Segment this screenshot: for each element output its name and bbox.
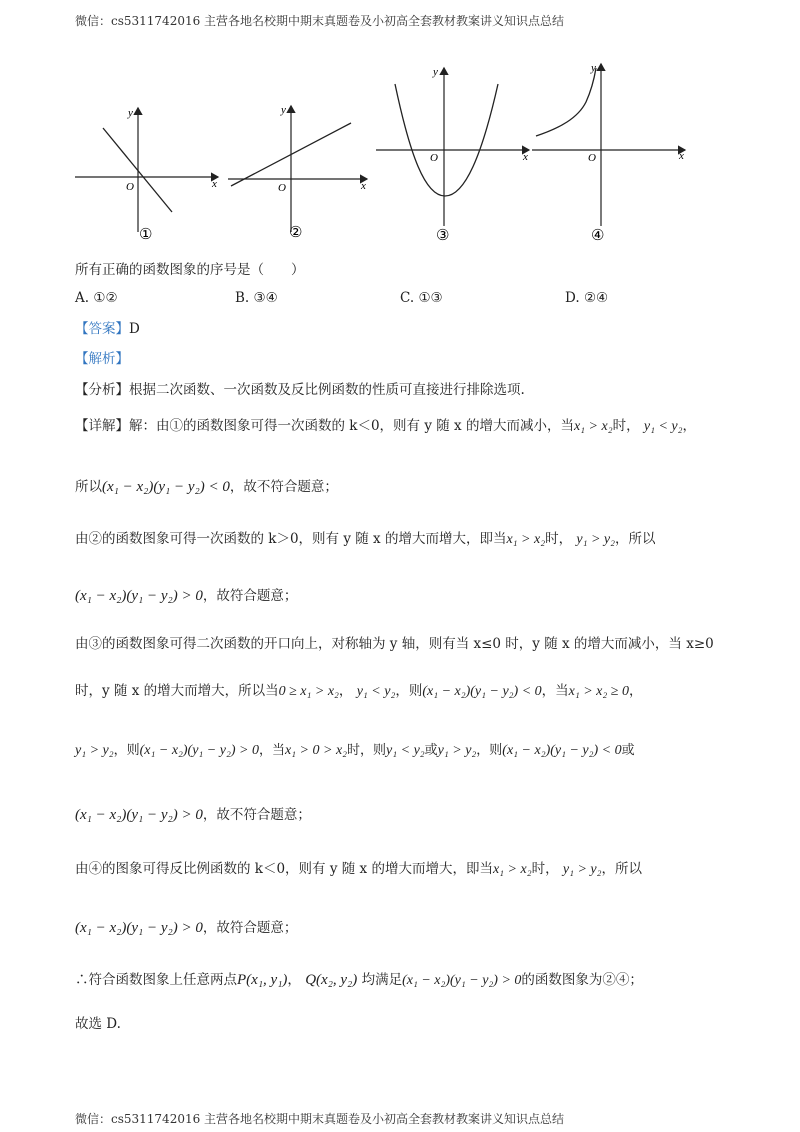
fenxi-line: 【分析】根据二次函数、一次函数及反比例函数的性质可直接进行排除选项. — [75, 382, 525, 398]
detail-line-4: (x₁ − x₂)(y₁ − y₂) > 0，故符合题意； — [75, 588, 298, 604]
graph-4-y-label: y — [591, 62, 596, 74]
detail-line-9: 由④的图象可得反比例函数的 k＜0，则有 y 随 x 的增大而增大，即当x₁ > x₂时， y₁ > y₂，所以 — [75, 861, 642, 877]
detail-line-8: (x₁ − x₂)(y₁ − y₂) > 0，故不符合题意； — [75, 807, 311, 823]
graph-4-x-label: x — [679, 150, 684, 162]
graph-2-number: ② — [289, 225, 303, 241]
detail-line-7: y₁ > y₂，则(x₁ − x₂)(y₁ − y₂) > 0，当x₁ > 0 > x₂时，则y₁ < y₂或y₁ > y₂，则(x₁ − x₂)(y₁ − y₂) < 0或 — [75, 743, 635, 758]
graph-2-y-label: y — [281, 104, 286, 116]
graph-3-parabola — [395, 84, 498, 196]
detail-line-3: 由②的函数图象可得一次函数的 k＞0，则有 y 随 x 的增大而增大，即当x₁ > x₂时， y₁ > y₂，所以 — [75, 531, 656, 547]
graph-4-hyperbola — [536, 68, 596, 136]
answer-line — [75, 319, 140, 339]
option-d: D. ②④ — [565, 290, 609, 306]
graph-4 — [532, 62, 685, 244]
detail-line-12: 故选 D. — [75, 1016, 121, 1032]
option-b: B. ③④ — [235, 290, 278, 306]
graph-2-origin: O — [278, 182, 286, 194]
graph-3-number: ③ — [436, 228, 450, 244]
graph-2-x-label: x — [361, 180, 366, 192]
page-footer: 微信：cs5311742016 主营各地名校期中期末真题卷及小初高全套教材教案讲义知识点总结 — [75, 1112, 565, 1126]
option-a: A. ①② — [75, 290, 118, 306]
graph-1-y-label: y — [128, 107, 133, 119]
graph-3-x-label: x — [523, 151, 528, 163]
graph-1-origin: O — [126, 181, 134, 193]
detail-line-6: 时，y 随 x 的增大而增大，所以当0 ≥ x₁ > x₂， y₁ < y₂，则(x₁ − x₂)(y₁ − y₂) < 0，当x₁ > x₂ ≥ 0， — [75, 683, 643, 699]
question-text: 所有正确的函数图象的序号是（ ） — [75, 262, 305, 278]
graph-4-number: ④ — [591, 228, 605, 244]
graph-1-x-label: x — [212, 178, 217, 190]
graph-1-number: ① — [139, 227, 153, 243]
graph-2 — [228, 104, 367, 241]
detail-line-2: 所以(x₁ − x₂)(y₁ − y₂) < 0，故不符合题意； — [75, 479, 338, 495]
detail-line-10: (x₁ − x₂)(y₁ − y₂) > 0，故符合题意； — [75, 920, 298, 936]
detail-line-5: 由③的函数图象可得二次函数的开口向上，对称轴为 y 轴，则有当 x≤0 时，y 随 x 的增大而减小，当 x≥0 — [75, 636, 714, 652]
graph-1 — [75, 107, 218, 243]
detail-line-11: ∴符合函数图象上任意两点P(x₁, y₁)， Q(x₂, y₂) 均满足(x₁ − x₂)(y₁ − y₂) > 0的函数图象为②④； — [75, 972, 643, 988]
graph-3 — [376, 66, 529, 244]
analysis-tag: 【解析】 — [75, 351, 129, 367]
graph-3-origin: O — [430, 152, 438, 164]
graph-4-origin: O — [588, 152, 596, 164]
answer-tag: 【答案】 — [75, 321, 129, 337]
graph-3-y-label: y — [433, 66, 438, 78]
answer-value: D — [129, 321, 140, 337]
detail-line-1: 【详解】解：由①的函数图象可得一次函数的 k＜0，则有 y 随 x 的增大而减小，当x₁ > x₂时， y₁ < y₂， — [75, 418, 696, 434]
page-header: 微信：cs5311742016 主营各地名校期中期末真题卷及小初高全套教材教案讲义知识点总结 — [75, 14, 565, 28]
option-c: C. ①③ — [400, 290, 443, 306]
